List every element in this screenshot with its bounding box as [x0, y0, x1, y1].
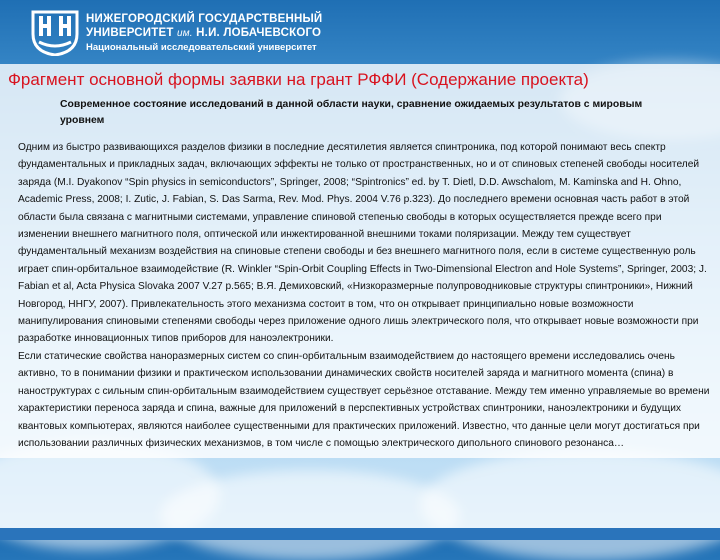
header	[0, 0, 720, 64]
university-name-im: им.	[176, 28, 193, 39]
body-text	[18, 139, 714, 452]
university-logo	[30, 8, 80, 56]
university-name	[86, 12, 322, 54]
university-name-line1: НИЖЕГОРОДСКИЙ ГОСУДАРСТВЕННЫЙ	[86, 13, 323, 25]
slide-subtitle: Современное состояние исследований в данной области науки, сравнение ожидаемых результатов с мировым уровнем	[60, 99, 643, 126]
university-name-line2-start: УНИВЕРСИТЕТ	[86, 27, 177, 39]
slide-title: Фрагмент основной формы заявки на грант РФФИ (Содержание проекта)	[8, 70, 589, 89]
paragraph: Одним из быстро развивающихся разделов физики в последние десятилетия является спинтроника, под которой понимают весь спектр фундаментальных и прикладных задач, включающих эффекты не только от пространственных, но и от спиновых степеней свободы носителей заряда (M.I. Dyakonov “Spin physics in semiconductors”, Springer, 2008; “Spintronics” ed. by T. Dietl, D.D. Awschalom, M. Kaminska and H. Ohno, Academic Press, 2008; I. Zutic, J. Fabian, S. Das Sarma, Rev. Mod. Phys. 2004 V.76 p.323). До последнего времени основная часть работ в этой области была связана с магнитными системами, управление спиновой степенью свободы в которых осуществляется прежде всего при изменении внешнего магнитного поля, оптической или инжектированной внешними токами поляризации. Между тем существует фундаментальный механизм воздействия на спиновые степени свободы и без внешнего магнитного поля, если в системе существенную роль играет спин-орбитальное взаимодействие (R. Winkler “Spin-Orbit Coupling Effects in Two-Dimensional Electron and Hole Systems”, Springer, 2003; J. Fabian et al, Acta Physica Slovaka 2007 V.27 p.565; В.Я. Демиховский, «Низкоразмерные полупроводниковые структуры спинтроники», Нижний Новгород, ННГУ, 2007). Привлекательность этого механизма состоит в том, что он открывает принципиально новые возможности манипулирования спиновыми степенями свободы через приложение одного лишь электрического поля, что открывает новые возможности при разработке инновационных типов приборов для наноэлектроники.	[18, 142, 707, 345]
university-name-line3: Национальный исследовательский университет	[86, 42, 317, 53]
bottom-bar	[0, 528, 720, 540]
university-name-line2-end: Н.И. ЛОБАЧЕВСКОГО	[192, 27, 322, 39]
university-name-line2	[86, 26, 322, 41]
paragraph: Если статические свойства наноразмерных систем со спин-орбитальным взаимодействием до настоящего времени исследовались очень активно, то в понимании физики и практическом использовании динамических свойств носителей заряда и магнитного момента (спина) в наноструктурах с сильным спин-орбитальным взаимодействием существует серьёзное отставание. Между тем именно управляемые во времени характеристики переноса заряда и спина, важные для приложений в перспективных устройствах спинтроники, наноэлектроники и будущих квантовых компьютерах, являются наиболее существенными для практических приложений. Известно, что данные цели могут достигаться при использовании различных физических механизмов, в том числе с помощью электрического дипольного спинового резонанса…	[18, 350, 710, 449]
